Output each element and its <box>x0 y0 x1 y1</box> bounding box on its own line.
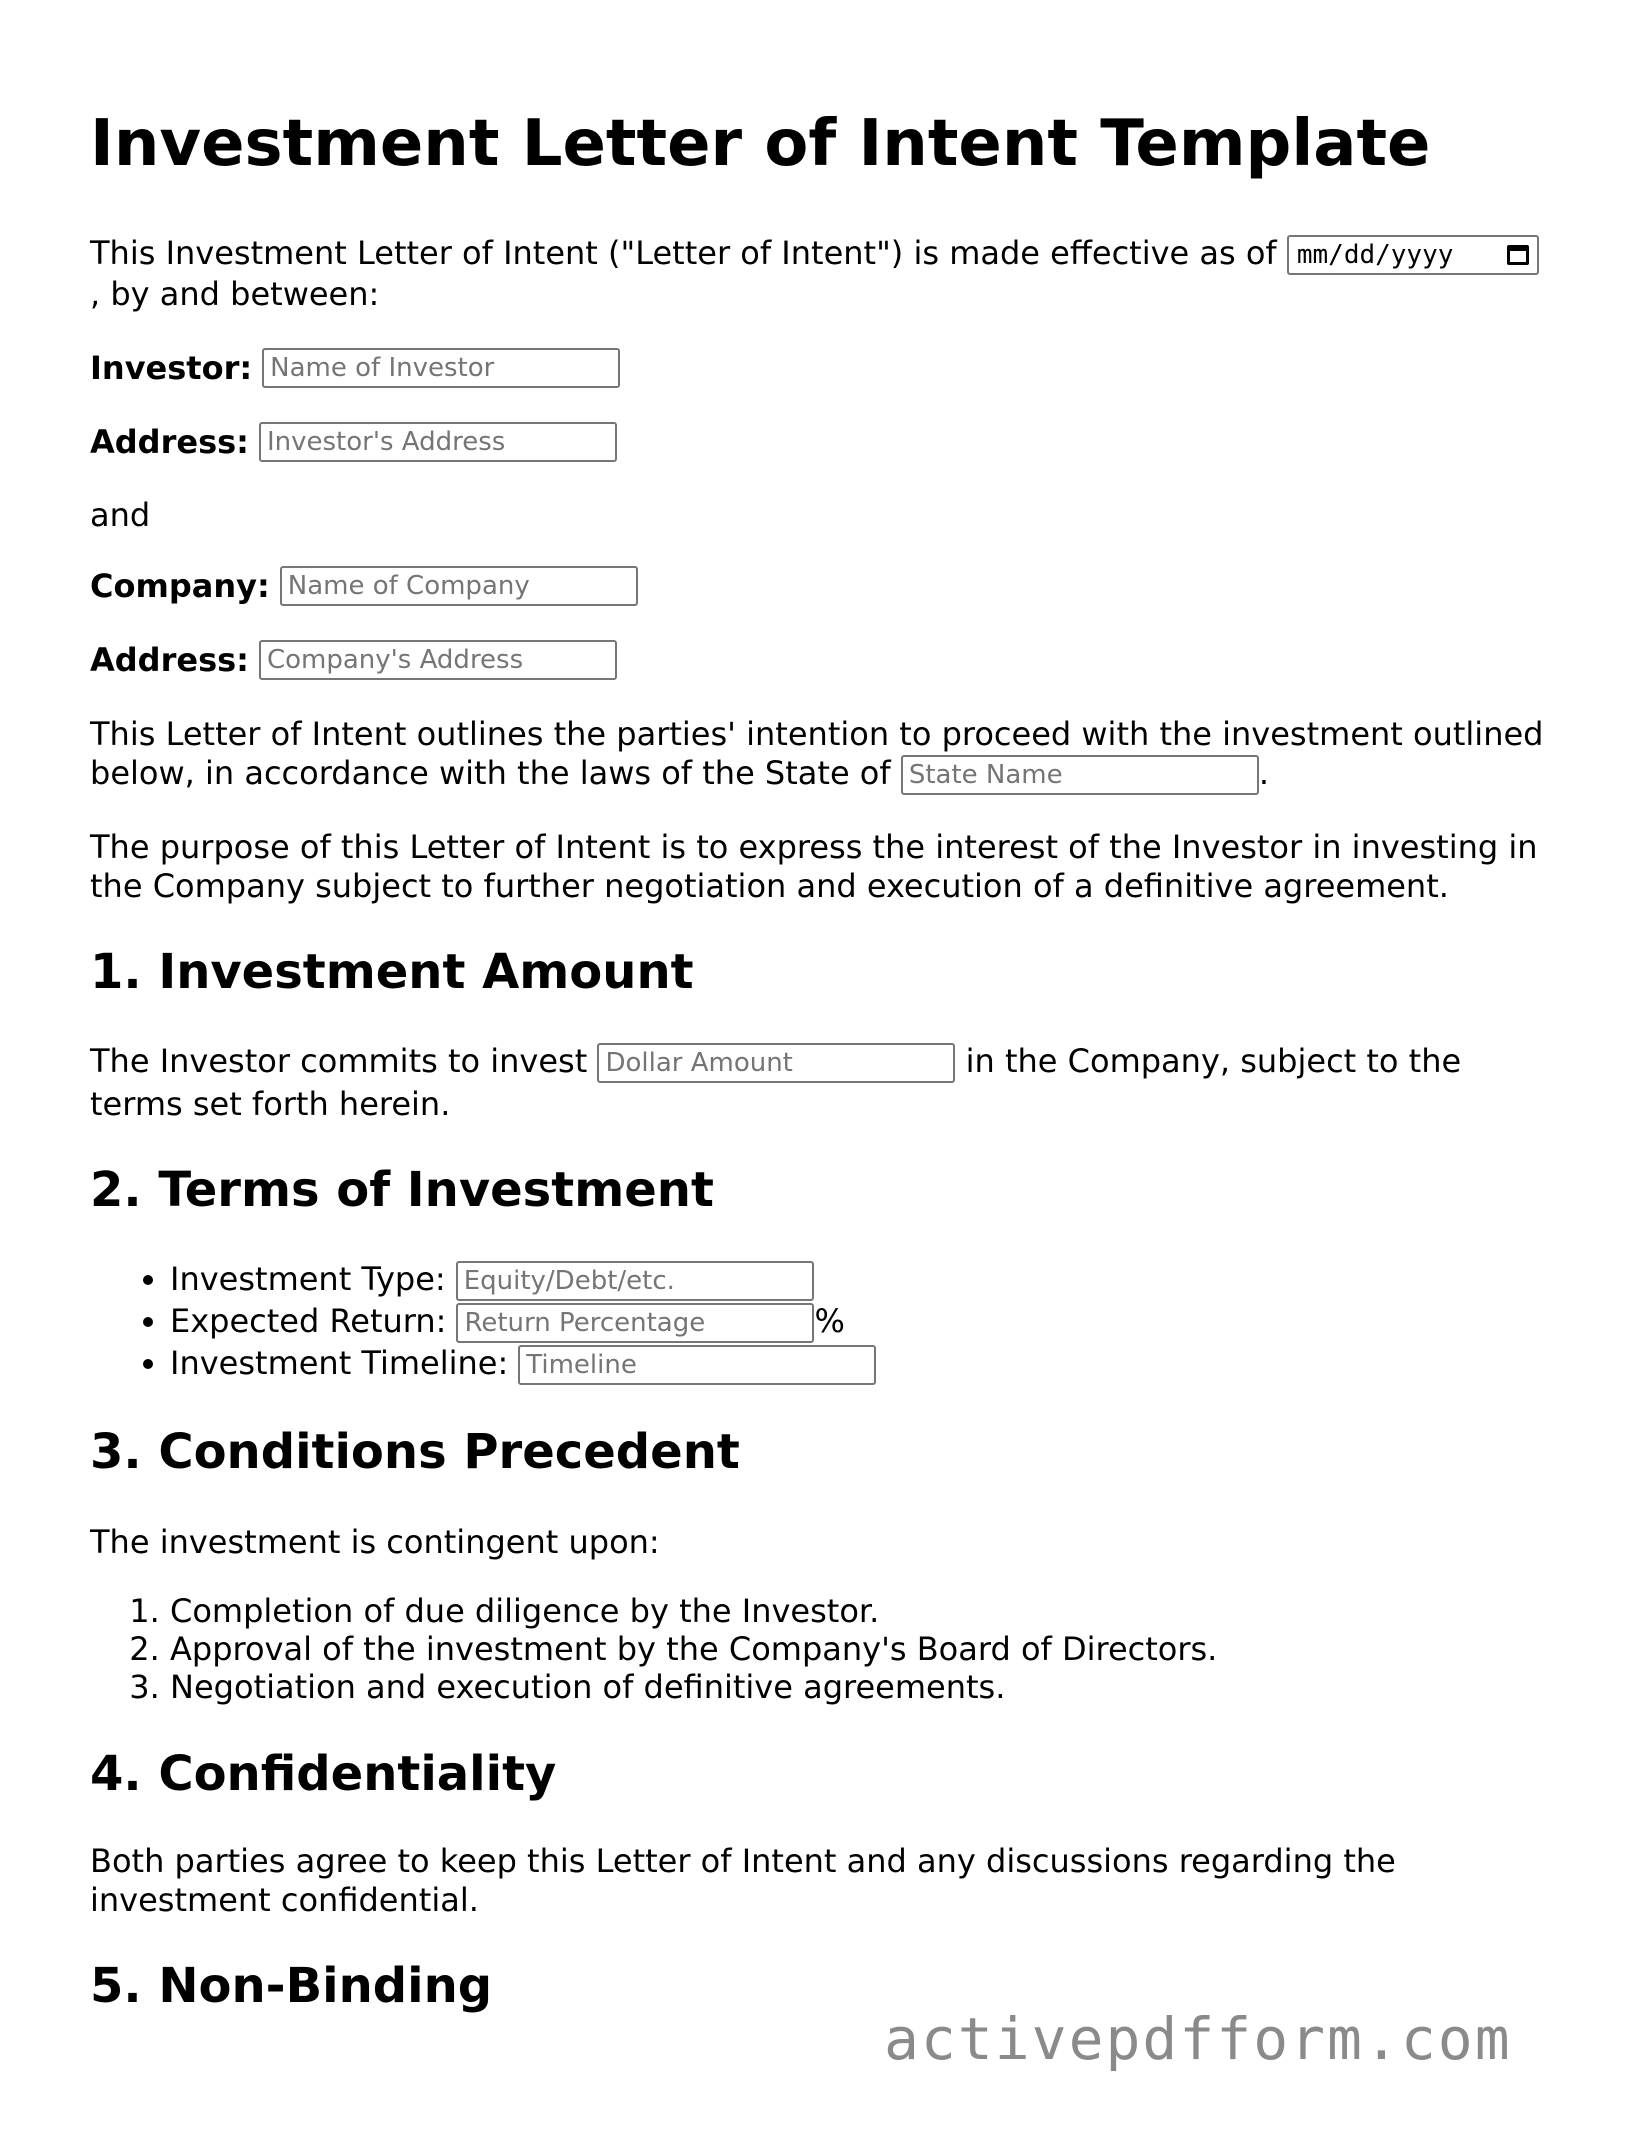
section-3-heading: 3. Conditions Precedent <box>90 1424 740 1480</box>
investor-address-row <box>90 422 617 462</box>
date-placeholder: mm/dd/yyyy <box>1296 239 1454 270</box>
state-name-input[interactable] <box>901 755 1259 795</box>
company-address-input[interactable] <box>259 640 617 680</box>
list-item <box>170 1300 876 1342</box>
section-5-heading: 5. Non-Binding <box>90 1958 493 2014</box>
outline-paragraph <box>90 715 1550 795</box>
investment-timeline-input[interactable] <box>518 1345 876 1385</box>
investor-address-input[interactable] <box>259 422 617 462</box>
investment-amount-paragraph <box>90 1040 1550 1125</box>
calendar-icon[interactable] <box>1507 245 1529 265</box>
list-item <box>170 1342 876 1384</box>
investor-address-label: Address: <box>90 423 249 461</box>
investor-row <box>90 348 620 388</box>
intro-paragraph <box>90 234 1550 314</box>
amount-text-after: in the Company, subject to the terms set forth herein. <box>90 1042 1462 1123</box>
and-text: and <box>90 496 151 534</box>
list-item: 3. Negotiation and execution of definitive agreements. <box>170 1668 1217 1706</box>
watermark: activepdfform.com <box>884 2005 1512 2073</box>
list-item: 1. Completion of due diligence by the Investor. <box>170 1592 1217 1630</box>
company-address-label: Address: <box>90 641 249 679</box>
intro-text-end: , by and between: <box>90 275 380 313</box>
investment-timeline-label: Investment Timeline: <box>170 1344 509 1382</box>
purpose-paragraph: The purpose of this Letter of Intent is to express the interest of the Investor in investing in the Company subject to further negotiation and execution of a definitive agreement. <box>90 828 1538 905</box>
conditions-list <box>90 1592 1217 1706</box>
section-4-heading: 4. Confidentiality <box>90 1746 557 1802</box>
page-title: Investment Letter of Intent Template <box>90 107 1431 181</box>
investment-type-input[interactable] <box>456 1261 814 1301</box>
list-item <box>170 1258 876 1300</box>
outline-end: . <box>1258 754 1269 792</box>
effective-date-input[interactable] <box>1287 235 1539 275</box>
outline-text: This Letter of Intent outlines the parties' intention to proceed with the investment outlined below, in accordance with the laws of the State of <box>90 715 1544 792</box>
company-address-row <box>90 640 617 680</box>
confidentiality-paragraph: Both parties agree to keep this Letter of Intent and any discussions regarding the investment confidential. <box>90 1842 1396 1919</box>
amount-text-before: The Investor commits to invest <box>90 1042 588 1080</box>
expected-return-suffix: % <box>814 1302 845 1340</box>
company-label: Company: <box>90 567 270 605</box>
investment-type-label: Investment Type: <box>170 1260 446 1298</box>
expected-return-label: Expected Return: <box>170 1302 447 1340</box>
company-name-input[interactable] <box>280 566 638 606</box>
investor-name-input[interactable] <box>262 348 620 388</box>
section-1-heading: 1. Investment Amount <box>90 944 694 1000</box>
list-item: 2. Approval of the investment by the Company's Board of Directors. <box>170 1630 1217 1668</box>
company-row <box>90 566 638 606</box>
intro-text: This Investment Letter of Intent ("Letter of Intent") is made effective as of <box>90 234 1277 272</box>
terms-list <box>90 1258 876 1384</box>
investor-label: Investor: <box>90 349 253 387</box>
conditions-intro: The investment is contingent upon: <box>90 1523 660 1561</box>
dollar-amount-input[interactable] <box>597 1043 955 1083</box>
section-2-heading: 2. Terms of Investment <box>90 1162 714 1218</box>
expected-return-input[interactable] <box>456 1303 814 1343</box>
